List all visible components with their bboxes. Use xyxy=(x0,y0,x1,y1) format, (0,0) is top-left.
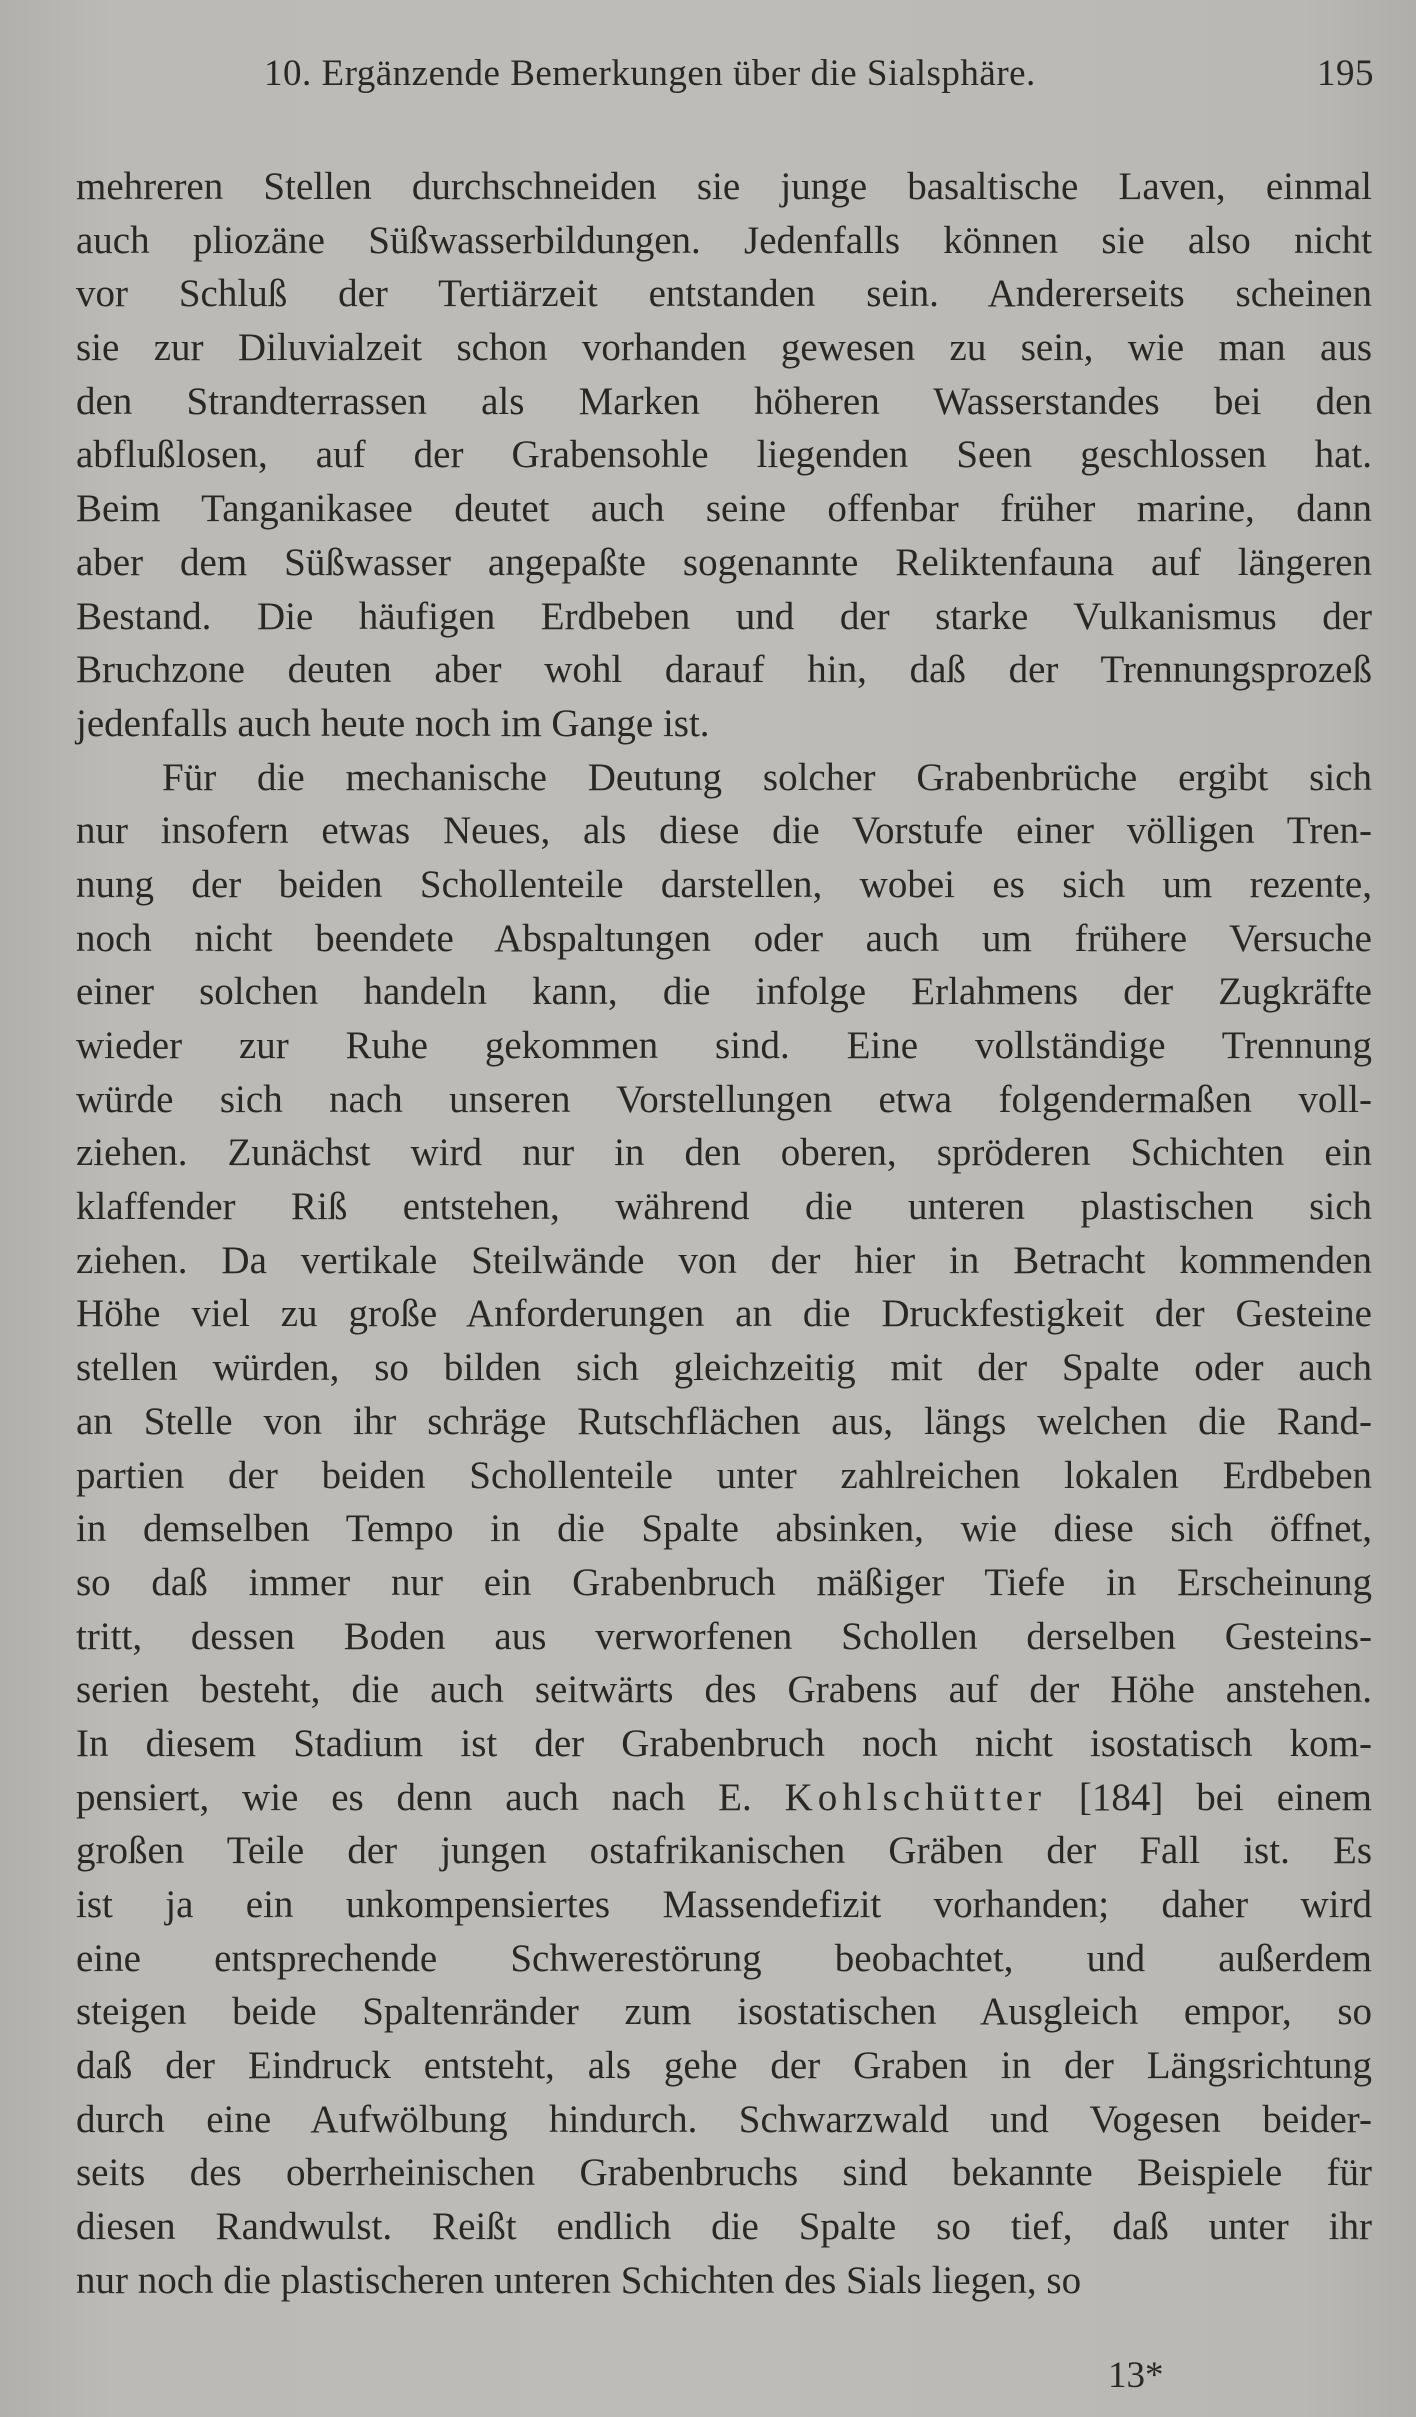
text-line: ziehen. Zunächst wird nur in den oberen, spröderen Schichten ein xyxy=(76,1131,1372,1175)
text-line: wieder zur Ruhe gekommen sind. Eine vollständige Trennung xyxy=(76,1024,1372,1067)
text-line: diesen Randwulst. Reißt endlich die Spalte so tief, daß unter ihr xyxy=(76,2205,1372,2249)
text-line: an Stelle von ihr schräge Rutschflächen aus, längs welchen die Rand- xyxy=(76,1399,1372,1443)
text-line: nung der beiden Schollenteile darstellen, wobei es sich um rezente, xyxy=(76,862,1372,906)
text-line: noch nicht beendete Abspaltungen oder auch um frühere Versuche xyxy=(76,916,1372,960)
text-line: großen Teile der jungen ostafrikanischen Gräben der Fall ist. Es xyxy=(76,1829,1372,1873)
body-text xyxy=(76,160,1372,2308)
text-line: seits des oberrheinischen Grabenbruchs sind bekannte Beispiele für xyxy=(76,2151,1372,2195)
text-line: partien der beiden Schollenteile unter zahlreichen lokalen Erdbeben xyxy=(76,1453,1372,1497)
text-line: Bruchzone deuten aber wohl darauf hin, daß der Trennungsprozeß xyxy=(76,648,1372,692)
text-line: so daß immer nur ein Grabenbruch mäßiger Tiefe in Erscheinung xyxy=(76,1560,1372,1604)
paragraph xyxy=(76,751,1372,2308)
text-line: klaffender Riß entstehen, während die unteren plastischen sich xyxy=(76,1185,1372,1229)
text-line: in demselben Tempo in die Spalte absinken, wie diese sich öffnet, xyxy=(76,1507,1372,1551)
text-line: steigen beide Spaltenränder zum isostatischen Ausgleich empor, so xyxy=(76,1990,1372,2034)
text-line: Für die mechanische Deutung solcher Grabenbrüche ergibt sich xyxy=(162,755,1372,799)
text-line: mehreren Stellen durchschneiden sie junge basaltische Laven, einmal xyxy=(76,165,1372,208)
text-line: Bestand. Die häufigen Erdbeben und der starke Vulkanismus der xyxy=(76,594,1372,638)
text-line: auch pliozäne Süßwasserbildungen. Jedenfalls können sie also nicht xyxy=(76,218,1372,262)
text-line: nur noch die plastischeren unteren Schichten des Sials liegen, so xyxy=(76,2258,1082,2302)
text-line: Höhe viel zu große Anforderungen an die Druckfestigkeit der Gesteine xyxy=(76,1292,1372,1336)
spaced-name: Kohlschütter xyxy=(784,1775,1047,1819)
text-line: eine entsprechende Schwerestörung beobachtet, und außerdem xyxy=(76,1936,1372,1980)
chapter-title: 10. Ergänzende Bemerkungen über die Sialsphäre. xyxy=(264,53,1036,94)
text-line: einer solchen handeln kann, die infolge Erlahmens der Zugkräfte xyxy=(76,970,1372,1014)
text-line: Beim Tanganikasee deutet auch seine offenbar früher marine, dann xyxy=(76,487,1372,531)
text-line: jedenfalls auch heute noch im Gange ist. xyxy=(76,701,710,745)
text-line: nur insofern etwas Neues, als diese die Vorstufe einer völligen Tren- xyxy=(76,809,1372,853)
text-line: vor Schluß der Tertiärzeit entstanden sein. Andererseits scheinen xyxy=(76,272,1372,316)
text-line: den Strandterrassen als Marken höheren Wasserstandes bei den xyxy=(76,379,1372,423)
text-line: würde sich nach unseren Vorstellungen etwa folgendermaßen voll- xyxy=(76,1077,1372,1121)
text-line: pensiert, wie es denn auch nach E. Kohlschütter [184] bei einem xyxy=(76,1775,1372,1819)
text-line: tritt, dessen Boden aus verworfenen Schollen derselben Gesteins- xyxy=(76,1614,1372,1658)
text-line: abflußlosen, auf der Grabensohle liegenden Seen geschlossen hat. xyxy=(76,433,1372,477)
printer-signature: 13* xyxy=(1108,2355,1164,2396)
text-line: serien besteht, die auch seitwärts des Grabens auf der Höhe anstehen. xyxy=(76,1668,1372,1712)
text-line: stellen würden, so bilden sich gleichzeitig mit der Spalte oder auch xyxy=(76,1346,1372,1390)
page-number: 195 xyxy=(1317,53,1374,94)
running-head xyxy=(72,52,1374,102)
text-line: sie zur Diluvialzeit schon vorhanden gewesen zu sein, wie man aus xyxy=(76,326,1372,370)
text-line: durch eine Aufwölbung hindurch. Schwarzwald und Vogesen beider- xyxy=(76,2097,1372,2141)
text-line: ist ja ein unkompensiertes Massendefizit vorhanden; daher wird xyxy=(76,1883,1372,1926)
text-line: aber dem Süßwasser angepaßte sogenannte Reliktenfauna auf längeren xyxy=(76,540,1372,584)
text-line: In diesem Stadium ist der Grabenbruch noch nicht isostatisch kom- xyxy=(76,1721,1372,1765)
text-line: daß der Eindruck entsteht, als gehe der Graben in der Längsrichtung xyxy=(76,2044,1372,2088)
paragraph xyxy=(76,160,1372,751)
text-line: ziehen. Da vertikale Steilwände von der hier in Betracht kommenden xyxy=(76,1238,1372,1282)
